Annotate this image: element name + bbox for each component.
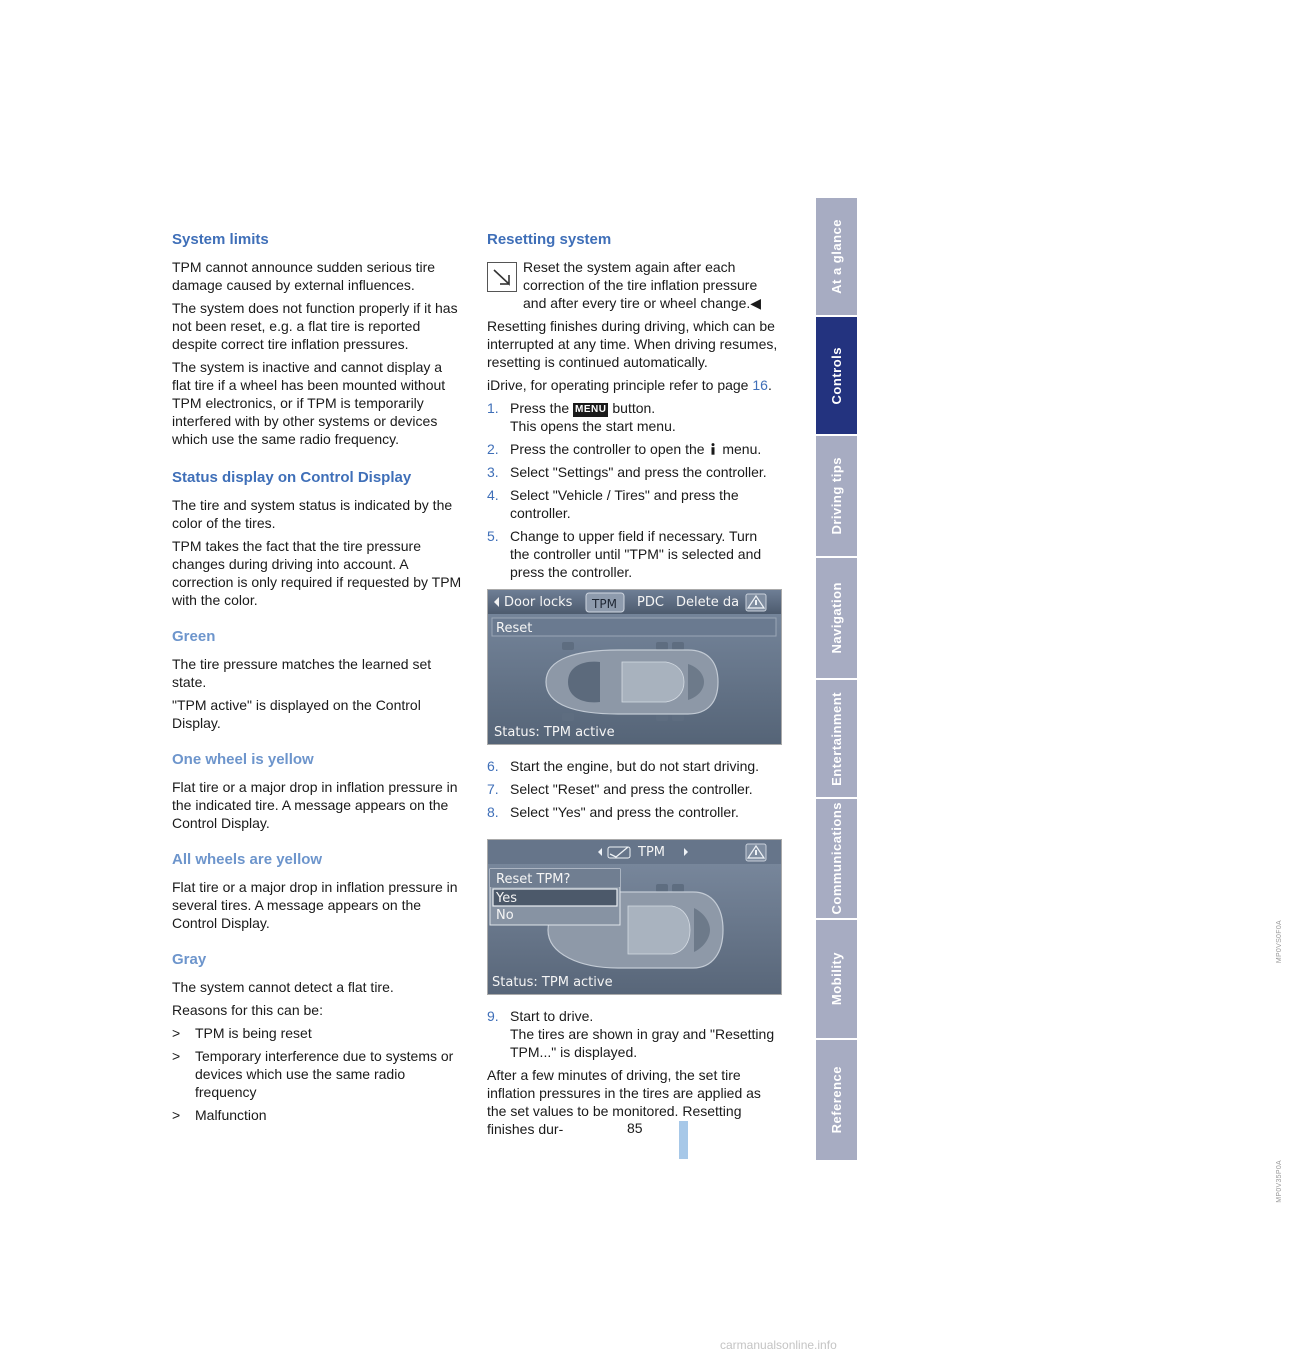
control-display-screenshot-tpm xyxy=(487,589,782,745)
section-gray xyxy=(172,950,464,1124)
page-link[interactable]: 16 xyxy=(752,377,768,393)
heading-status-display: Status display on Control Display xyxy=(172,469,412,486)
left-column xyxy=(172,230,464,1129)
list-item: > Temporary interference due to systems or devices which use the same radio frequency xyxy=(172,1048,454,1100)
step-item: 8. Select "Yes" and press the controller. xyxy=(487,804,739,820)
steps-list xyxy=(487,757,779,821)
screen1-tab-delete-data: Delete da xyxy=(676,595,740,610)
heading-one-wheel-yellow: One wheel is yellow xyxy=(172,751,314,768)
step-item: 4. Select "Vehicle / Tires" and press the controller. xyxy=(487,487,739,521)
screen2-menu-title: Reset TPM? xyxy=(496,872,571,887)
section-system-limits xyxy=(172,230,464,448)
step-item: 5. Change to upper field if necessary. Turn the controller until "TPM" is selected and press the controller. xyxy=(487,528,762,580)
screen2-option-no: No xyxy=(496,908,514,923)
heading-gray: Gray xyxy=(172,951,207,968)
note-icon xyxy=(487,262,517,292)
list-item: > TPM is being reset xyxy=(172,1025,312,1041)
list-item: > Malfunction xyxy=(172,1107,267,1123)
paragraph: The tire and system status is indicated by the color of the tires. xyxy=(172,497,453,531)
sidebar-tab-mobility[interactable]: Mobility xyxy=(816,920,857,1038)
sidebar-tab-controls[interactable]: Controls xyxy=(816,317,857,434)
heading-system-limits: System limits xyxy=(172,231,269,248)
note-text: Reset the system again after each correction of the tire inflation pressure and after every tire or wheel change. xyxy=(523,259,758,311)
step-item: 2. Press the controller to open the menu. xyxy=(487,441,762,457)
step-item: 9. Start to drive. The tires are shown in gray and "Resetting TPM..." is displayed. xyxy=(487,1008,775,1060)
step-item: 3. Select "Settings" and press the controller. xyxy=(487,464,767,480)
steps-list xyxy=(487,1007,779,1061)
screen1-background xyxy=(488,590,781,744)
page-marker xyxy=(679,1121,688,1159)
bullet-marker: > xyxy=(172,1107,181,1123)
steps-list xyxy=(487,399,779,581)
sidebar-tab-at-a-glance[interactable]: At a glance xyxy=(816,198,857,315)
paragraph: iDrive, for operating principle refer to page 16. xyxy=(487,377,772,393)
sidebar-tab-reference[interactable]: Reference xyxy=(816,1040,857,1160)
screen1-tab-pdc: PDC xyxy=(637,595,664,610)
bullet-marker: > xyxy=(172,1048,181,1064)
screen1-tab-tpm: TPM xyxy=(592,597,617,611)
step-item: 1. Press the MENU button. This opens the start menu. xyxy=(487,400,676,434)
paragraph: "TPM active" is displayed on the Control Display. xyxy=(172,697,421,731)
sidebar-tab-driving-tips[interactable]: Driving tips xyxy=(816,436,857,556)
paragraph: The tire pressure matches the learned set state. xyxy=(172,656,432,690)
step-item: 7. Select "Reset" and press the controller. xyxy=(487,781,753,797)
screen2-title: TPM xyxy=(638,845,665,860)
control-display-screenshot-reset xyxy=(487,839,782,995)
screen2-background xyxy=(488,840,781,994)
screen1-tab-door-locks: Door locks xyxy=(504,595,573,610)
section-all-wheels-yellow xyxy=(172,850,464,932)
reasons-list xyxy=(172,1024,464,1124)
paragraph: Resetting finishes during driving, which can be interrupted at any time. When driving resumes, resetting is continued automatically. xyxy=(487,318,778,370)
menu-button-icon: MENU xyxy=(575,404,607,415)
info-menu-icon xyxy=(710,443,716,455)
heading-green: Green xyxy=(172,628,216,645)
screen2-option-yes: Yes xyxy=(496,891,517,906)
image-code: MP0V35P0A xyxy=(1276,1160,1283,1203)
image-code: MP0VS0F0A xyxy=(1276,920,1283,964)
screen1-reset-field: Reset xyxy=(496,621,533,636)
paragraph: Flat tire or a major drop in inflation pressure in the indicated tire. A message appears on the Control Display. xyxy=(172,779,458,831)
screen2-status: Status: TPM active xyxy=(492,975,613,990)
paragraph: Flat tire or a major drop in inflation pressure in several tires. A message appears on the Control Display. xyxy=(172,879,458,931)
paragraph: Reasons for this can be: xyxy=(172,1002,323,1018)
heading-all-wheels-yellow: All wheels are yellow xyxy=(172,851,323,868)
paragraph: The system does not function properly if it has not been reset, e.g. a flat tire is reported despite correct tire inflation pressures. xyxy=(172,300,458,352)
paragraph: The system is inactive and cannot display a flat tire if a wheel has been mounted without TPM electronics, or if TPM is temporarily interfered with by other systems or devices which use the same radio frequency. xyxy=(172,359,446,447)
step-item: 6. Start the engine, but do not start driving. xyxy=(487,758,760,774)
screen1-status: Status: TPM active xyxy=(494,725,615,740)
sidebar-tab-entertainment[interactable]: Entertainment xyxy=(816,680,857,797)
sidebar-tab-navigation[interactable]: Navigation xyxy=(816,558,857,678)
paragraph: TPM cannot announce sudden serious tire damage caused by external influences. xyxy=(172,259,436,293)
paragraph: TPM takes the fact that the tire pressure changes during driving into account. A correction is only required if requested by TPM with the color. xyxy=(172,538,462,608)
heading-resetting-system: Resetting system xyxy=(487,231,612,248)
section-one-wheel-yellow xyxy=(172,750,464,832)
paragraph: After a few minutes of driving, the set tire inflation pressures in the tires are applied as the set values to be monitored. Resetting finishes dur- xyxy=(487,1067,761,1137)
bullet-marker: > xyxy=(172,1025,181,1041)
section-status-display xyxy=(172,468,464,609)
note-block xyxy=(487,258,779,312)
paragraph: The system cannot detect a flat tire. xyxy=(172,979,394,995)
sidebar-tab-communications[interactable]: Communications xyxy=(816,799,857,918)
end-mark-icon: ◀ xyxy=(750,295,762,311)
footer-watermark: carmanualsonline.info xyxy=(720,1338,837,1352)
section-green xyxy=(172,627,464,732)
page-number: 85 xyxy=(627,1120,643,1136)
